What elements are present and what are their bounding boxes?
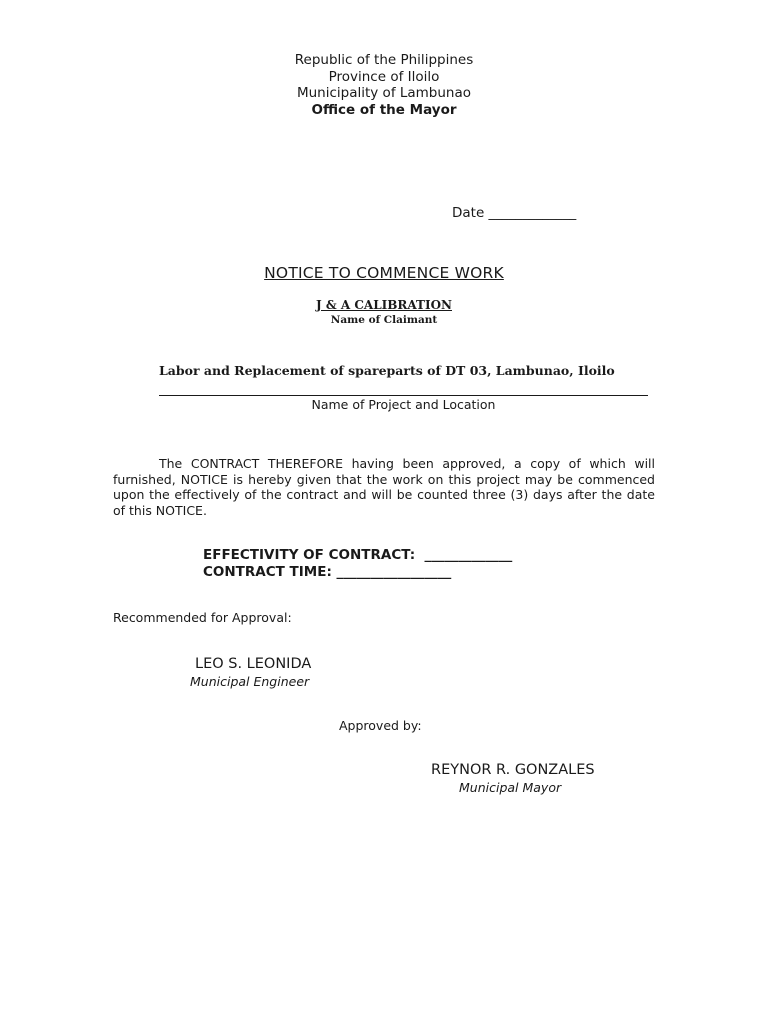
header-municipality: Municipality of Lambunao (296, 85, 472, 101)
mayor-title: Municipal Mayor (459, 780, 562, 795)
project-caption: Name of Project and Location (311, 397, 496, 412)
header-republic: Republic of the Philippines (294, 52, 474, 68)
mayor-name: REYNOR R. GONZALES (431, 762, 595, 778)
effectivity-of-contract: EFFECTIVITY OF CONTRACT: _____________ (203, 547, 513, 563)
claimant-name: J & A CALIBRATION (315, 298, 452, 312)
engineer-title: Municipal Engineer (190, 674, 310, 689)
project-underline (159, 395, 648, 396)
document-title: NOTICE TO COMMENCE WORK (264, 264, 504, 282)
recommended-label: Recommended for Approval: (113, 610, 292, 625)
claimant-caption: Name of Claimant (330, 314, 438, 326)
engineer-name: LEO S. LEONIDA (195, 656, 312, 672)
contract-time: CONTRACT TIME: _________________ (203, 564, 452, 580)
date-field: Date _____________ (452, 205, 577, 221)
header-office: Office of the Mayor (311, 102, 457, 118)
project-name: Labor and Replacement of spareparts of DT 03, Lambunao, Iloilo (159, 363, 615, 378)
approved-label: Approved by: (339, 718, 422, 733)
header-province: Province of Iloilo (328, 69, 440, 85)
body-paragraph: The CONTRACT THEREFORE having been approved, a copy of which will furnished, NOTICE is hereby given that the work on this project may be commenced upon the effectively of the contract and will be counted three (3) days after the date of this NOTICE. (113, 456, 655, 518)
